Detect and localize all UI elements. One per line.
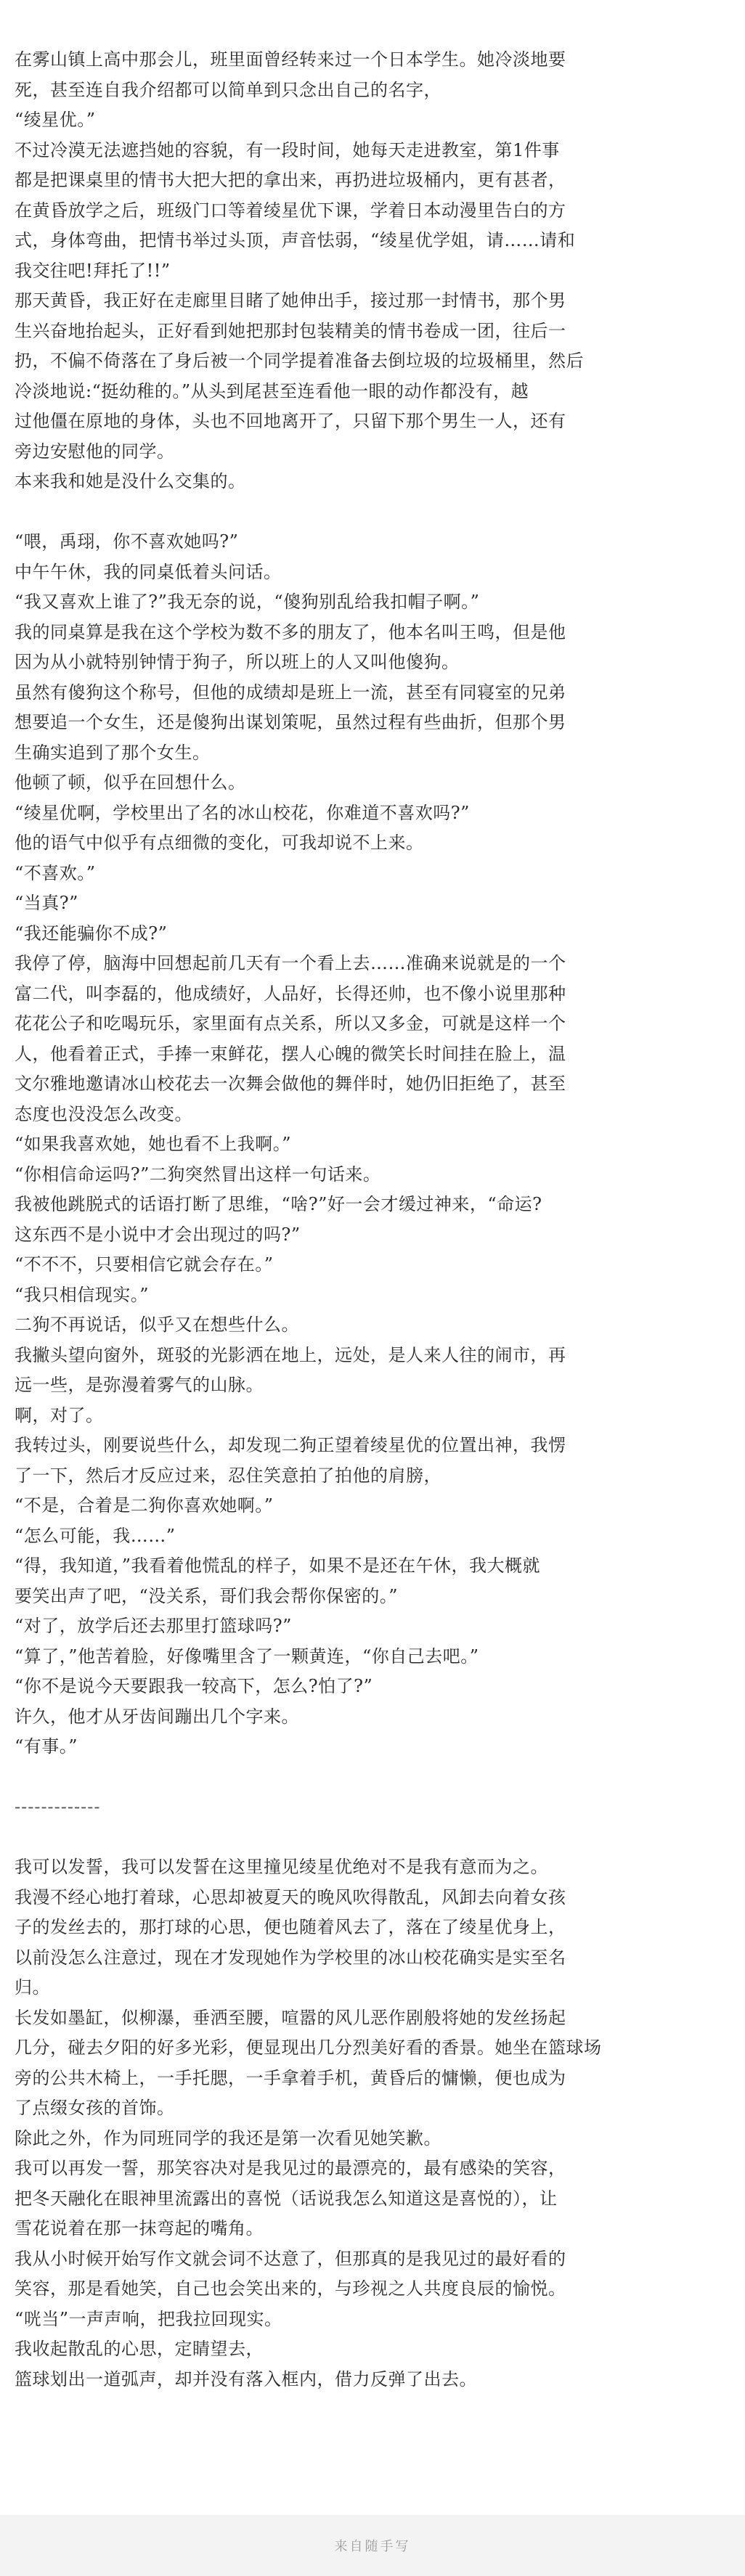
text-line: “我只相信现实。” <box>15 1284 150 1305</box>
text-line: 雪花说着在那一抹弯起的嘴角。 <box>15 2218 264 2238</box>
text-line: “喂，禹珝，你不喜欢她吗?” <box>15 531 239 552</box>
text-line: 他顿了顿，似乎在回想什么。 <box>15 772 246 793</box>
text-line: 我从小时候开始写作文就会词不达意了，但那真的是我见过的最好看的 <box>15 2248 566 2269</box>
text-line: 旁的公共木椅上，一手托腮，一手拿着手机，黄昏后的慵懒，便也成为 <box>15 2067 566 2088</box>
text-line: “对了，放学后还去那里打篮球吗?” <box>15 1616 292 1636</box>
text-line: “不是，合着是二狗你喜欢她啊。” <box>15 1495 274 1516</box>
text-line: “咣当”一声声响，把我拉回现实。 <box>15 2308 282 2329</box>
text-line: 花花公子和吃喝玩乐，家里面有点关系，所以又多金，可就是这样一个 <box>15 1013 566 1034</box>
text-line: 我被他跳脱式的话语打断了思维，“啥?”好一会才缓过神来，“命运? <box>15 1194 542 1214</box>
text-line: 不过冷漠无法遮挡她的容貌，有一段时间，她每天走进教室，第1件事 <box>15 139 560 160</box>
text-line: 以前没怎么注意过，现在才发现她作为学校里的冰山校花确实是实至名 <box>15 1947 566 1968</box>
text-line: 人，他看着正式，手捧一束鲜花，摆人心魄的微笑长时间挂在脸上，温 <box>15 1043 566 1064</box>
text-line: 几分，碰去夕阳的好多光彩，便显现出几分烈美好看的香景。她坐在篮球场 <box>15 2037 602 2058</box>
text-line: 我交往吧!拜托了!!” <box>15 260 171 281</box>
text-line: 我收起散乱的心思，定睛望去， <box>15 2339 264 2359</box>
text-line: “不不不，只要相信它就会存在。” <box>15 1254 274 1275</box>
text-line: 因为从小就特别钟情于狗子，所以班上的人又叫他傻狗。 <box>15 652 460 672</box>
text-line: 虽然有傻狗这个称号，但他的成绩却是班上一流，甚至有同寝室的兄弟 <box>15 682 566 703</box>
text-line: “怎么可能，我……” <box>15 1525 176 1546</box>
text-line: 要笑出声了吧，“没关系，哥们我会帮你保密的。” <box>15 1585 399 1606</box>
text-line: “你不是说今天要跟我一较高下，怎么?怕了?” <box>15 1676 373 1696</box>
text-line: “如果我喜欢她，她也看不上我啊。” <box>15 1134 292 1154</box>
text-line: “绫星优啊，学校里出了名的冰山校花，你难道不喜欢吗?” <box>15 802 470 823</box>
text-line: “算了，”他苦着脸，好像嘴里含了一颗黄连，“你自己去吧。” <box>15 1645 479 1667</box>
text-line: 中午午休，我的同桌低着头问话。 <box>15 561 282 582</box>
text-line <box>15 1823 730 1853</box>
text-line: 笑容，那是看她笑，自己也会笑出来的，与珍视之人共度良辰的愉悦。 <box>15 2278 566 2299</box>
text-line: 我撇头望向窗外，斑驳的光影洒在地上，远处，是人来人往的闹市，再 <box>15 1344 566 1365</box>
text-line: 本来我和她是没什么交集的。 <box>15 471 246 491</box>
text-line: 了一下，然后才反应过来，忍住笑意拍了拍他的肩膀， <box>15 1465 441 1486</box>
text-line: 过他僵在原地的身体，头也不回地离开了，只留下那个男生一人，还有 <box>15 411 566 431</box>
text-line: 我可以再发一誓，那笑容决对是我见过的最漂亮的，最有感染的笑容， <box>15 2158 566 2178</box>
text-line: 我停了停，脑海中回想起前几天有一个看上去……准确来说就是的一个 <box>15 953 566 973</box>
text-line: 在黄昏放学之后，班级门口等着绫星优下课，学着日本动漫里告白的方 <box>15 200 566 221</box>
text-line: 死，甚至连自我介绍都可以简单到只念出自己的名字， <box>15 79 441 100</box>
text-line: 我漫不经心地打着球，心思却被夏天的晚风吹得散乱，风卸去向着女孩 <box>15 1886 566 1908</box>
text-line: 态度也没没怎么改变。 <box>15 1103 192 1124</box>
text-line: 旁边安慰他的同学。 <box>15 441 175 462</box>
text-line <box>15 1762 730 1793</box>
text-line: 生确实追到了那个女生。 <box>15 742 211 763</box>
story-part-2 <box>15 1823 730 2395</box>
text-line: 式，身体弯曲，把情书举过头顶，声音怯弱，“绫星优学姐，请……请和 <box>15 230 576 250</box>
text-line: 除此之外，作为同班同学的我还是第一次看见她笑歉。 <box>15 2127 441 2148</box>
footer-source-label: 来自随手写 <box>334 2539 411 2554</box>
text-line: 长发如墨缸，似柳瀑，垂洒至腰，喧嚣的风儿恶作剧般将她的发丝扬起 <box>15 2007 566 2028</box>
text-line: “我还能骗你不成?” <box>15 923 168 944</box>
footer-bar <box>0 2515 745 2576</box>
text-line: 富二代，叫李磊的，他成绩好，人品好，长得还帅，也不像小说里那种 <box>15 983 566 1004</box>
text-line: 这东西不是小说中才会出现过的吗?” <box>15 1224 301 1245</box>
text-line: 我的同桌算是我在这个学校为数不多的朋友了，他本名叫王鸣，但是他 <box>15 621 566 642</box>
text-line: “我又喜欢上谁了?”我无奈的说，“傻狗别乱给我扣帽子啊。” <box>15 592 480 612</box>
text-line: 子的发丝去的，那打球的心思，便也随着风去了，落在了绫星优身上， <box>15 1917 566 1937</box>
text-line: 二狗不再说话，似乎又在想些什么。 <box>15 1314 299 1335</box>
text-line: “有事。” <box>15 1736 78 1757</box>
text-line: 啊，对了。 <box>15 1404 104 1426</box>
text-line: “不喜欢。” <box>15 862 96 883</box>
text-line: 我转过头，刚要说些什么，却发现二狗正望着绫星优的位置出神，我愣 <box>15 1435 566 1455</box>
text-line: “绫星优。” <box>15 110 96 130</box>
text-line: “当真?” <box>15 893 78 913</box>
text-line: 文尔雅地邀请冰山校花去一次舞会做他的舞伴时，她仍旧拒绝了，甚至 <box>15 1074 566 1094</box>
text-line: 扔，不偏不倚落在了身后被一个同学提着准备去倒垃圾的垃圾桶里，然后 <box>15 351 584 371</box>
text-line: 远一些，是弥漫着雾气的山脉。 <box>15 1375 264 1395</box>
section-divider: ------------- <box>15 1796 101 1817</box>
text-line: 生兴奋地抬起头，正好看到她把那封包装精美的情书卷成一团，往后一 <box>15 320 566 341</box>
text-line: 在雾山镇上高中那会儿，班里面曾经转来过一个日本学生。她冷淡地要 <box>15 49 566 70</box>
text-line: 我可以发誓，我可以发誓在这里撞见绫星优绝对不是我有意而为之。 <box>15 1857 548 1877</box>
text-line: 了点缀女孩的首饰。 <box>15 2098 175 2118</box>
text-line: “你相信命运吗?”二狗突然冒出这样一句话来。 <box>15 1164 381 1185</box>
text-line: 想要追一个女生，还是傻狗出谋划策呢，虽然过程有些曲折，但那个男 <box>15 712 566 732</box>
text-line: 篮球划出一道弧声，却并没有落入框内，借力反弹了出去。 <box>15 2368 477 2389</box>
text-line: 他的语气中似乎有点细微的变化，可我却说不上来。 <box>15 833 424 853</box>
text-line: 冷淡地说:“挺幼稚的。”从头到尾甚至连看他一眼的动作都没有，越 <box>15 380 529 401</box>
text-line: 许久，他才从牙齿间蹦出几个字来。 <box>15 1706 299 1727</box>
text-line <box>15 497 730 528</box>
text-line: 都是把课桌里的情书大把大把的拿出来，再扔进垃圾桶内，更有甚者， <box>15 170 566 190</box>
story-part-1 <box>15 45 730 1792</box>
text-line: “得，我知道，”我看着他慌乱的样子，如果不是还在午休，我大概就 <box>15 1555 541 1576</box>
text-line: 那天黄昏，我正好在走廊里目睹了她伸出手，接过那一封情书，那个男 <box>15 290 566 311</box>
text-line: 归。 <box>15 1977 50 1998</box>
text-line: 把冬天融化在眼神里流露出的喜悦（话说我怎么知道这是喜悦的），让 <box>15 2188 558 2209</box>
